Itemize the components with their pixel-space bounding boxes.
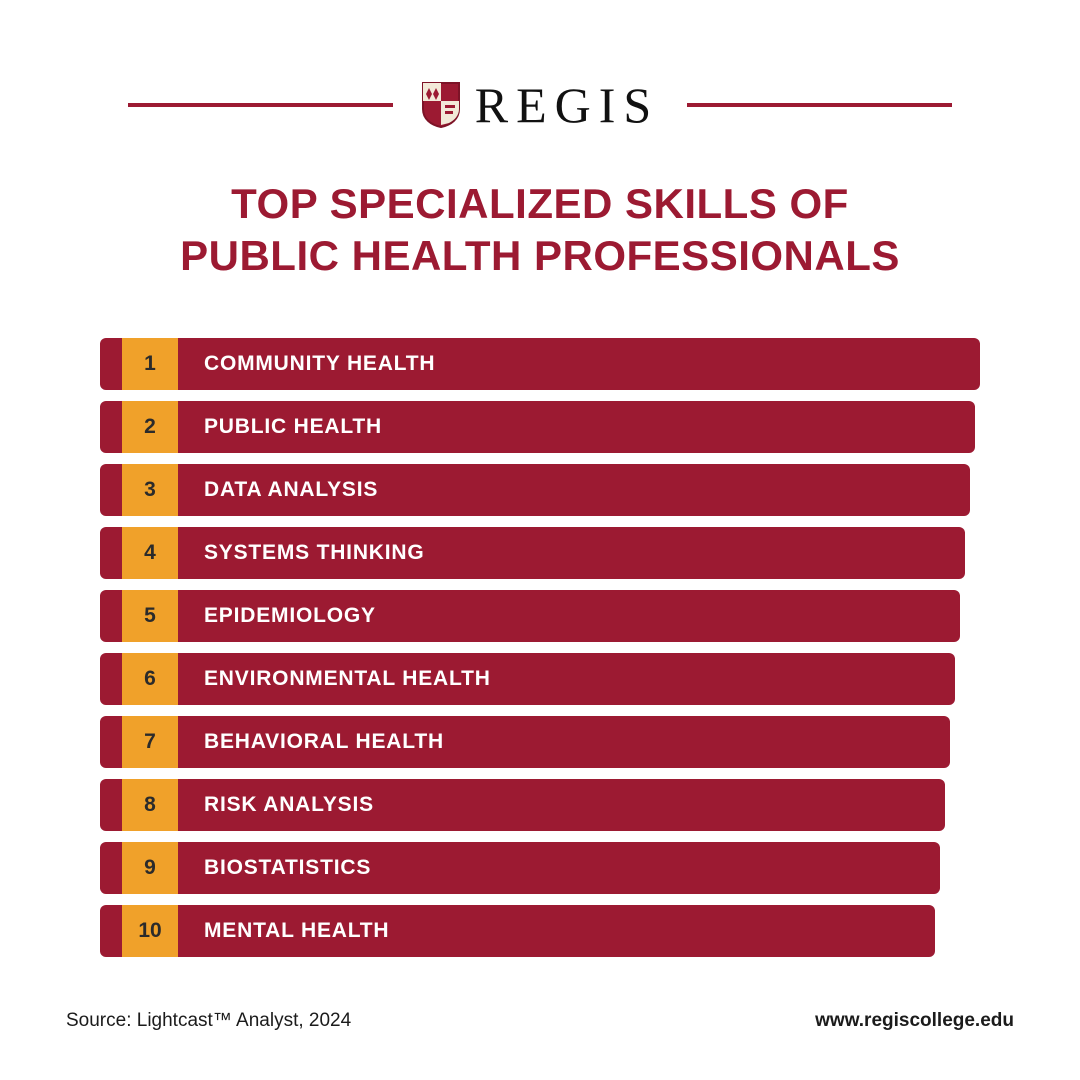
page-title-line-2: PUBLIC HEALTH PROFESSIONALS	[180, 232, 900, 279]
skill-label: ENVIRONMENTAL HEALTH	[204, 667, 491, 690]
skill-rank-badge: 2	[122, 401, 178, 453]
skill-label: BIOSTATISTICS	[204, 856, 372, 879]
skill-label: DATA ANALYSIS	[204, 478, 379, 501]
shield-crest-icon	[421, 81, 461, 129]
page-title	[0, 178, 1080, 282]
skill-row	[100, 464, 980, 516]
skill-label: MENTAL HEALTH	[204, 919, 390, 942]
skill-row	[100, 842, 980, 894]
skill-rank-badge: 4	[122, 527, 178, 579]
skill-rank-badge: 6	[122, 653, 178, 705]
skills-ranking-list	[100, 338, 980, 968]
website-label: www.regiscollege.edu	[815, 1010, 1014, 1031]
skill-rank-badge: 3	[122, 464, 178, 516]
skill-row	[100, 779, 980, 831]
skill-label: EPIDEMIOLOGY	[204, 604, 376, 627]
footer	[66, 1010, 1014, 1032]
skill-row	[100, 338, 980, 390]
brand-header	[0, 70, 1080, 140]
skill-rank-badge: 9	[122, 842, 178, 894]
skill-rank-badge: 10	[122, 905, 178, 957]
brand-wordmark: REGIS	[474, 77, 660, 133]
skill-label: COMMUNITY HEALTH	[204, 352, 436, 375]
skill-label: PUBLIC HEALTH	[204, 415, 382, 438]
skill-row	[100, 716, 980, 768]
skill-rank-badge: 5	[122, 590, 178, 642]
skill-label: SYSTEMS THINKING	[204, 541, 425, 564]
skill-row	[100, 527, 980, 579]
header-rule-right	[687, 103, 952, 107]
page-title-line-1: TOP SPECIALIZED SKILLS OF	[231, 180, 849, 227]
skill-row	[100, 590, 980, 642]
skill-rank-badge: 8	[122, 779, 178, 831]
skill-row	[100, 905, 980, 957]
skill-rank-badge: 7	[122, 716, 178, 768]
skill-row	[100, 653, 980, 705]
regis-logo	[421, 77, 660, 133]
source-label: Source: Lightcast™ Analyst, 2024	[66, 1010, 352, 1031]
skill-rank-badge: 1	[122, 338, 178, 390]
skill-label: RISK ANALYSIS	[204, 793, 374, 816]
header-rule-left	[128, 103, 393, 107]
skill-row	[100, 401, 980, 453]
skill-label: BEHAVIORAL HEALTH	[204, 730, 444, 753]
